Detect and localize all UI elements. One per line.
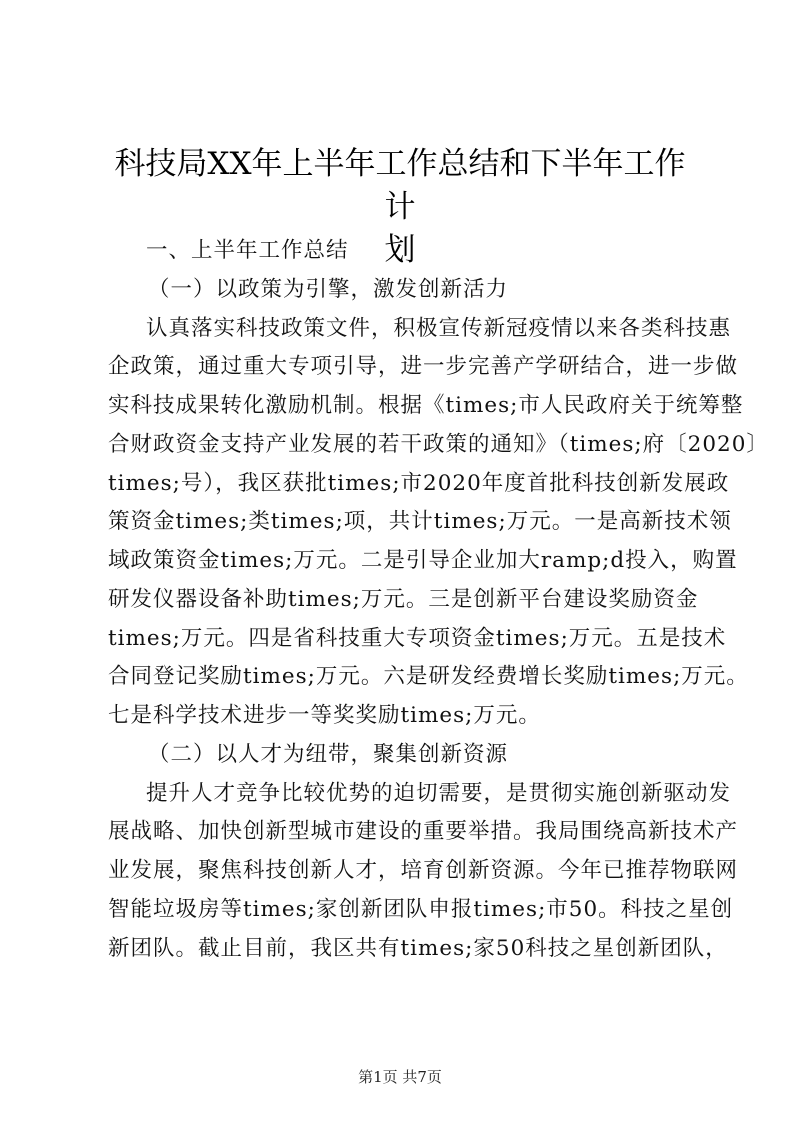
document-body xyxy=(108,232,769,968)
paragraph-line: 提升人才竞争比较优势的迫切需要，是贯彻实施创新驱动发 xyxy=(146,780,732,806)
paragraph-line: 合同登记奖励times;万元。六是研发经费增长奖励times;万元。 xyxy=(108,664,749,690)
paragraph-line: 实科技成果转化激励机制。根据《times;市人民政府关于统筹整 xyxy=(108,393,744,418)
title-line-1: 科技局XX年上半年工作总结和下半年工作计 xyxy=(114,146,686,225)
paragraph-line: 新团队。截止目前，我区共有times;家50科技之星创新团队， xyxy=(108,935,728,961)
paragraph-line: 域政策资金times;万元。二是引导企业加大ramp;d投入，购置 xyxy=(108,548,738,573)
paragraph-line: times;万元。四是省科技重大专项资金times;万元。五是技术 xyxy=(108,625,727,651)
subsection-heading: （二）以人才为纽带，聚集创新资源 xyxy=(148,741,509,767)
title-line-2: 划 xyxy=(384,232,416,268)
paragraph-line: 研发仪器设备补助times;万元。三是创新平台建设奖励资金 xyxy=(108,586,699,612)
paragraph-line: 企政策，通过重大专项引导，进一步完善产学研结合，进一步做 xyxy=(108,354,739,380)
paragraph-line: 业发展，聚焦科技创新人才，培育创新资源。今年已推荐物联网 xyxy=(108,858,739,883)
paragraph-line: 智能垃圾房等times;家创新团队申报times;市50。科技之星创 xyxy=(108,896,734,922)
paragraph-line: 合财政资金支持产业发展的若干政策的通知》（times;府〔2020〕 xyxy=(108,431,769,457)
paragraph-line: 七是科学技术进步一等奖奖励times;万元。 xyxy=(108,703,541,728)
paragraph-line: 策资金times;类times;项，共计times;万元。一是高新技术领 xyxy=(108,509,732,535)
subsection-heading: （一）以政策为引擎，激发创新活力 xyxy=(148,276,509,302)
section-heading: 一、上半年工作总结 xyxy=(146,238,349,263)
page-footer: 第1页 共7页 xyxy=(358,1068,442,1086)
paragraph-line: 展战略、加快创新型城市建设的重要举措。我局围绕高新技术产 xyxy=(108,819,739,845)
paragraph-line: 认真落实科技政策文件，积极宣传新冠疫情以来各类科技惠 xyxy=(146,315,732,341)
paragraph-line: times;号），我区获批times;市2020年度首批科技创新发展政 xyxy=(108,470,730,496)
